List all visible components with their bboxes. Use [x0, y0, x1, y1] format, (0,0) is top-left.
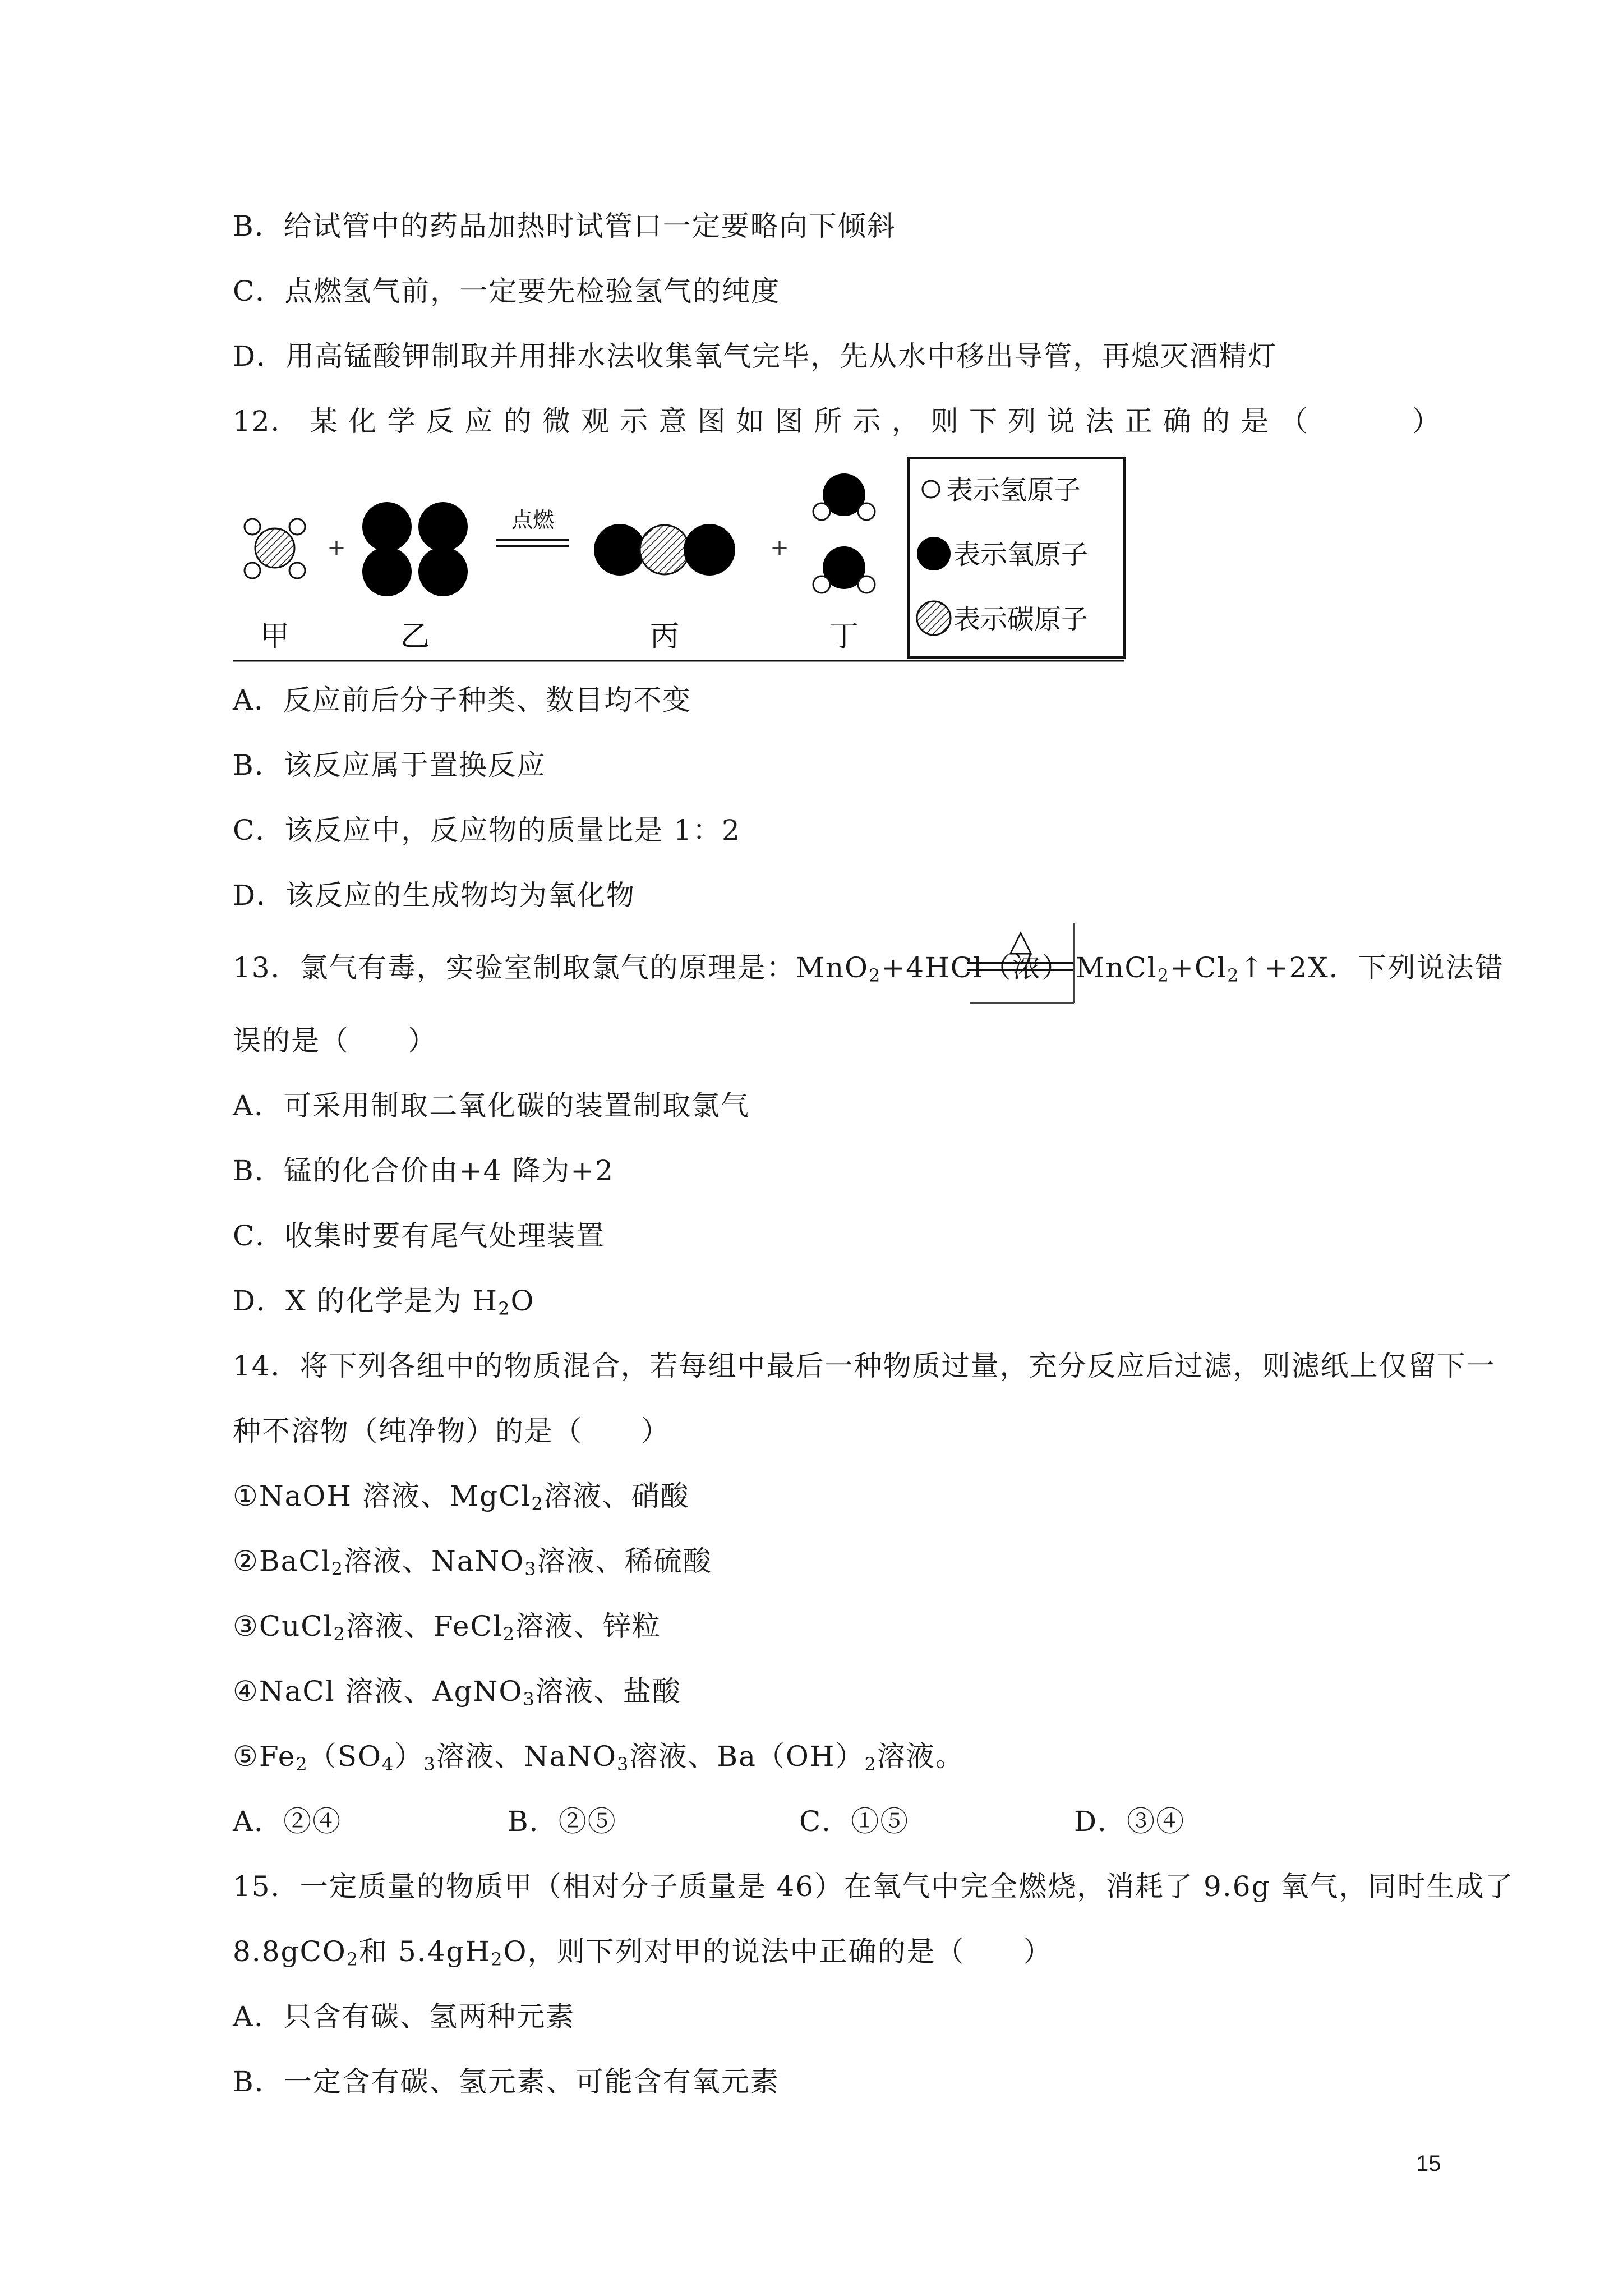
- q15-option-a: A．只含有碳、氢两种元素: [233, 2000, 575, 2033]
- legend-oxygen: 表示氧原子: [953, 539, 1089, 570]
- reaction-diagram: [233, 455, 1136, 668]
- carbon-atom: [640, 525, 689, 574]
- q14-stem-line1: 14．将下列各组中的物质混合，若每组中最后一种物质过量，充分反应后过滤，则滤纸上仅留下一: [233, 1350, 1496, 1382]
- page-number: 15: [1416, 2151, 1441, 2176]
- hydrogen-atom: [245, 563, 260, 578]
- q13-option-a: A．可采用制取二氧化碳的装置制取氯气: [233, 1089, 750, 1122]
- q13-option-c: C．收集时要有尾气处理装置: [233, 1220, 606, 1252]
- q14-choice-c: C．①⑤: [799, 1805, 910, 1838]
- label-bing: 丙: [649, 620, 680, 654]
- legend-oxygen-icon: [917, 537, 951, 570]
- q11-option-b: B．给试管中的药品加热时试管口一定要略向下倾斜: [233, 210, 896, 242]
- q15-stem-line1: 15．一定质量的物质甲（相对分子质量是 46）在氧气中完全燃烧，消耗了 9.6g 氧气，同时生成了: [233, 1870, 1514, 1903]
- plus-sign: +: [327, 535, 346, 561]
- hydrogen-atom: [858, 576, 875, 593]
- label-ding: 丁: [829, 620, 859, 654]
- q11-option-c: C．点燃氢气前，一定要先检验氢气的纯度: [233, 275, 781, 307]
- q14-item-3: ③CuCl$_2$溶液、FeCl$_2$溶液、锌粒: [233, 1610, 662, 1645]
- legend-carbon-icon: [917, 601, 951, 635]
- hydrogen-atom: [813, 503, 830, 520]
- hydrogen-atom: [858, 503, 875, 520]
- q12-option-d: D．该反应的生成物均为氧化物: [233, 879, 636, 912]
- q15-option-b: B．一定含有碳、氢元素、可能含有氧元素: [233, 2065, 780, 2098]
- q13-stem-line2: 误的是（ ）: [233, 1024, 437, 1057]
- hydrogen-atom: [289, 519, 305, 535]
- q13-option-d: D．X 的化学是为 $H_2O$: [233, 1285, 535, 1319]
- q14-choice-b: B．②⑤: [508, 1805, 617, 1838]
- carbon-atom: [255, 528, 294, 568]
- q12-option-a: A．反应前后分子种类、数目均不变: [233, 684, 692, 716]
- q14-choice-a: A．②④: [233, 1805, 342, 1838]
- q11-option-d: D．用高锰酸钾制取并用排水法收集氧气完毕，先从水中移出导管，再熄灭酒精灯: [233, 340, 1278, 372]
- oxygen-atom: [594, 524, 645, 576]
- q12-option-b: B．该反应属于置换反应: [233, 749, 546, 781]
- q14-stem-line2: 种不溶物（纯净物）的是（ ）: [233, 1415, 670, 1447]
- oxygen-atom: [362, 502, 412, 551]
- hydrogen-atom: [289, 563, 305, 578]
- q13-stem-left: 13．氯气有毒，实验室制取氯气的原理是：MnO$_2$+4HCl（浓）: [233, 951, 1071, 986]
- oxygen-atom: [684, 524, 735, 576]
- molecule-bing: [594, 524, 735, 576]
- legend: [909, 458, 1124, 657]
- delta-symbol: △: [1009, 923, 1032, 958]
- q15-stem-line2: 8.8gCO$_2$和 $5.4gH_2O$，则下列对甲的说法中正确的是（ ）: [233, 1935, 1053, 1970]
- molecule-ding: [813, 473, 875, 593]
- q14-choice-d: D．③④: [1074, 1805, 1186, 1838]
- legend-hydrogen: 表示氢原子: [946, 475, 1081, 506]
- legend-carbon: 表示碳原子: [953, 604, 1089, 635]
- oxygen-atom: [418, 502, 468, 551]
- legend-hydrogen-icon: [923, 481, 939, 498]
- hydrogen-atom: [813, 576, 830, 593]
- molecule-jia: [245, 519, 305, 578]
- hydrogen-atom: [245, 519, 260, 535]
- q12-option-c: C．该反应中，反应物的质量比是 1：2: [233, 814, 741, 846]
- label-yi: 乙: [400, 620, 430, 654]
- heating-equation-sign: [967, 920, 1080, 1004]
- molecule-yi: [362, 502, 468, 596]
- oxygen-atom: [418, 547, 468, 596]
- q13-option-b: B．锰的化合价由+4 降为+2: [233, 1154, 615, 1187]
- label-jia: 甲: [260, 620, 290, 654]
- q14-item-2: ②BaCl$_2$溶液、NaNO$_3$溶液、稀硫酸: [233, 1545, 712, 1580]
- reaction-condition: 点燃: [511, 508, 555, 532]
- q14-item-4: ④NaCl 溶液、AgNO$_3$溶液、盐酸: [233, 1675, 681, 1710]
- q14-item-5: $⑤Fe_2(SO_4)_3$溶液、NaNO$_3$溶液、$Ba(OH)_2$溶液。: [233, 1740, 965, 1775]
- q14-item-1: ①NaOH 溶液、MgCl$_2$溶液、硝酸: [233, 1480, 690, 1515]
- q13-stem-right: $MnCl_2+Cl_2↑+2X$．下列说法错: [1076, 951, 1504, 986]
- plus-sign: +: [770, 535, 789, 561]
- q12-stem: 12． 某 化 学 反 应 的 微 观 示 意 图 如 图 所 示 ， 则 下 列 说 法 正 确 的 是 （ ）: [233, 405, 1441, 438]
- oxygen-atom: [362, 547, 412, 596]
